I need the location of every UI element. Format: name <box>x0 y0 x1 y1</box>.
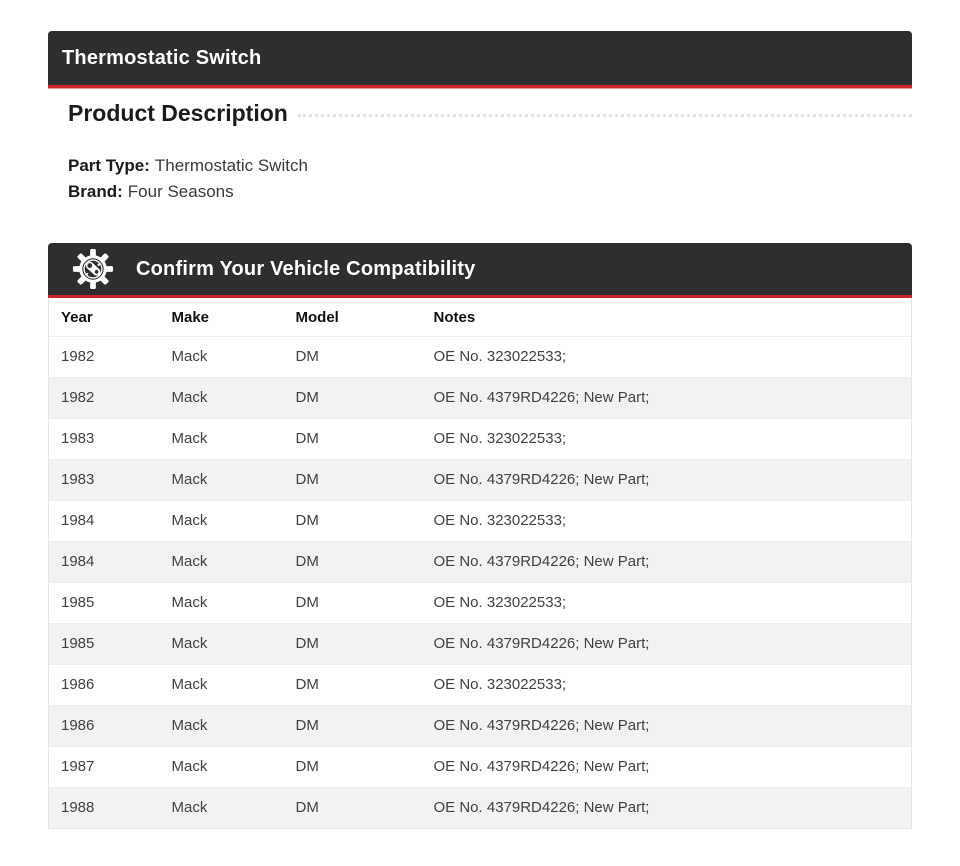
cell-make: Mack <box>160 788 284 829</box>
cell-year: 1982 <box>49 337 160 378</box>
spec-brand <box>68 179 912 205</box>
cell-model: DM <box>284 788 422 829</box>
table-row <box>49 665 912 706</box>
cell-make: Mack <box>160 460 284 501</box>
cell-notes: OE No. 4379RD4226; New Part; <box>422 378 912 419</box>
table-row <box>49 788 912 829</box>
cell-make: Mack <box>160 337 284 378</box>
cell-year: 1984 <box>49 542 160 583</box>
cell-make: Mack <box>160 583 284 624</box>
table-row <box>49 624 912 665</box>
table-row <box>49 706 912 747</box>
cell-year: 1985 <box>49 624 160 665</box>
cell-make: Mack <box>160 542 284 583</box>
cell-year: 1988 <box>49 788 160 829</box>
cell-make: Mack <box>160 419 284 460</box>
cell-make: Mack <box>160 501 284 542</box>
cell-year: 1987 <box>49 747 160 788</box>
table-row <box>49 419 912 460</box>
cell-make: Mack <box>160 624 284 665</box>
table-row <box>49 460 912 501</box>
spec-brand-value: Four Seasons <box>127 182 234 201</box>
cell-notes: OE No. 4379RD4226; New Part; <box>422 788 912 829</box>
cell-make: Mack <box>160 747 284 788</box>
fitment-table-header <box>49 298 912 337</box>
cell-year: 1982 <box>49 378 160 419</box>
description-section <box>48 100 912 205</box>
cell-make: Mack <box>160 706 284 747</box>
cell-model: DM <box>284 583 422 624</box>
compatibility-header-bar <box>48 243 912 298</box>
cell-year: 1984 <box>49 501 160 542</box>
column-header-make: Make <box>160 298 284 337</box>
cell-notes: OE No. 323022533; <box>422 501 912 542</box>
column-header-year: Year <box>49 298 160 337</box>
spec-list <box>68 153 912 205</box>
cell-year: 1986 <box>49 665 160 706</box>
dotted-divider <box>298 114 912 117</box>
compatibility-title: Confirm Your Vehicle Compatibility <box>136 257 476 280</box>
cell-notes: OE No. 323022533; <box>422 419 912 460</box>
product-title: Thermostatic Switch <box>62 46 262 69</box>
cell-notes: OE No. 4379RD4226; New Part; <box>422 460 912 501</box>
spec-part-type-label: Part Type: <box>68 156 150 175</box>
cell-model: DM <box>284 501 422 542</box>
table-row <box>49 501 912 542</box>
spec-part-type <box>68 153 912 179</box>
cell-model: DM <box>284 665 422 706</box>
table-row <box>49 378 912 419</box>
cell-year: 1983 <box>49 419 160 460</box>
fitment-table-body <box>49 337 912 829</box>
cell-model: DM <box>284 460 422 501</box>
column-header-model: Model <box>284 298 422 337</box>
spec-part-type-value: Thermostatic Switch <box>154 156 308 175</box>
cell-model: DM <box>284 706 422 747</box>
description-heading: Product Description <box>68 100 288 126</box>
gear-chain-icon <box>72 247 114 291</box>
fitment-table <box>48 298 912 829</box>
cell-notes: OE No. 4379RD4226; New Part; <box>422 542 912 583</box>
cell-year: 1983 <box>49 460 160 501</box>
table-row <box>49 542 912 583</box>
spec-brand-label: Brand: <box>68 182 123 201</box>
cell-notes: OE No. 4379RD4226; New Part; <box>422 747 912 788</box>
cell-year: 1986 <box>49 706 160 747</box>
cell-model: DM <box>284 378 422 419</box>
product-title-bar <box>48 31 912 88</box>
cell-notes: OE No. 4379RD4226; New Part; <box>422 624 912 665</box>
table-row <box>49 583 912 624</box>
description-heading-row <box>68 100 912 127</box>
cell-notes: OE No. 4379RD4226; New Part; <box>422 706 912 747</box>
cell-model: DM <box>284 337 422 378</box>
cell-make: Mack <box>160 665 284 706</box>
cell-make: Mack <box>160 378 284 419</box>
cell-model: DM <box>284 419 422 460</box>
cell-model: DM <box>284 624 422 665</box>
cell-notes: OE No. 323022533; <box>422 337 912 378</box>
table-row <box>49 337 912 378</box>
column-header-notes: Notes <box>422 298 912 337</box>
cell-notes: OE No. 323022533; <box>422 583 912 624</box>
cell-model: DM <box>284 747 422 788</box>
table-row <box>49 747 912 788</box>
cell-notes: OE No. 323022533; <box>422 665 912 706</box>
cell-year: 1985 <box>49 583 160 624</box>
cell-model: DM <box>284 542 422 583</box>
